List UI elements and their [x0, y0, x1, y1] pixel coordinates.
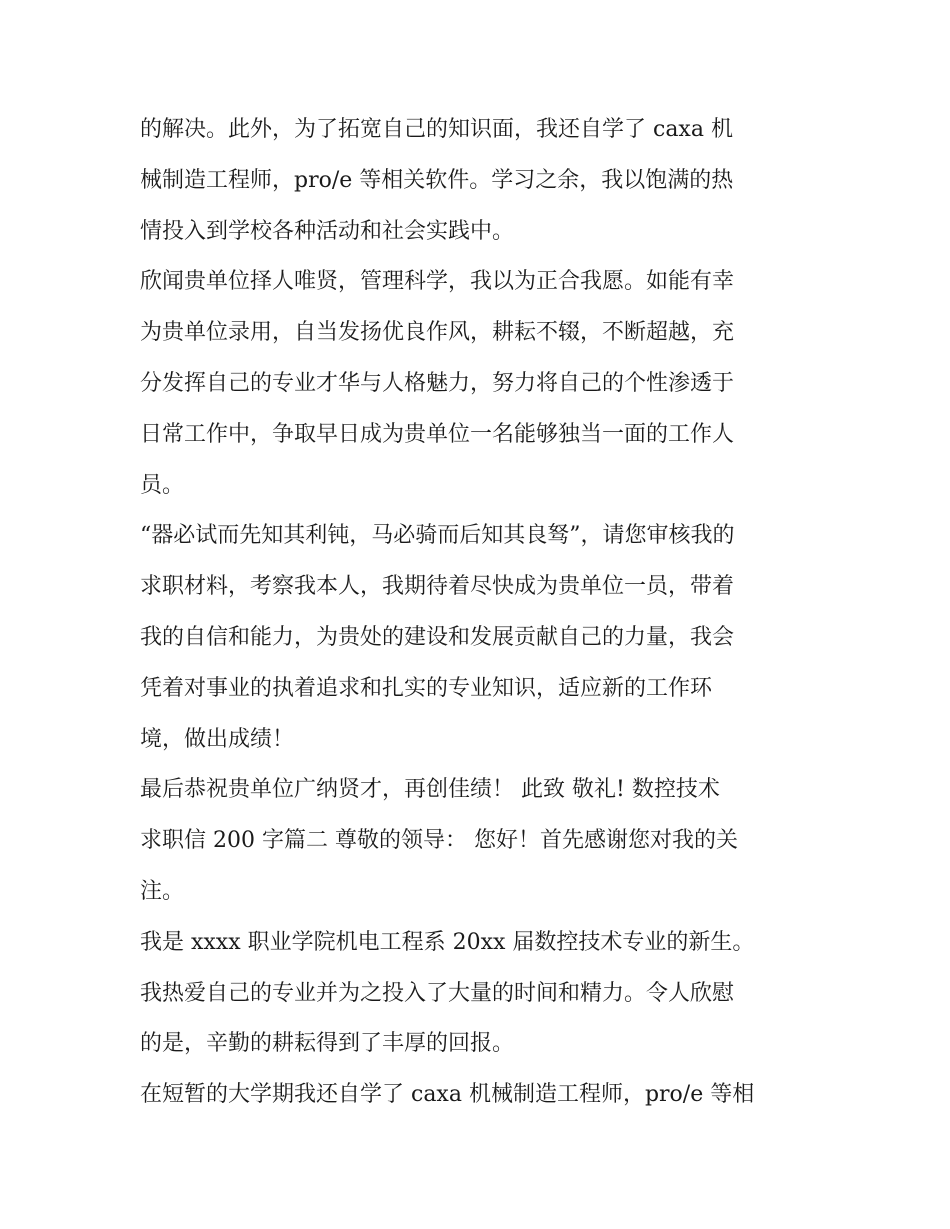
text-line: 的解决。此外，为了拓宽自己的知识面，我还自学了 caxa 机 — [140, 117, 733, 142]
text-line: 员。 — [140, 472, 185, 498]
text-line: 分发挥自己的专业才华与人格魅力，努力将自己的个性渗透于 — [140, 370, 735, 396]
text-line: 我热爱自己的专业并为之投入了大量的时间和精力。令人欣慰 — [140, 980, 735, 1006]
text-line: 日常工作中，争取早日成为贵单位一名能够独当一面的工作人 — [140, 421, 735, 447]
text-line: 在短暂的大学期我还自学了 caxa 机械制造工程师，pro/e 等相 — [140, 1082, 755, 1108]
text-line: 械制造工程师，pro/e 等相关软件。学习之余，我以饱满的热 — [140, 167, 734, 193]
document-body — [140, 105, 820, 1121]
text-line: 情投入到学校各种活动和社会实践中。 — [140, 218, 515, 244]
text-line: 欣闻贵单位择人唯贤，管理科学，我以为正合我愿。如能有幸 — [140, 269, 735, 295]
text-line: 我是 xxxx 职业学院机电工程系 20xx 届数控技术专业的新生。 — [140, 929, 755, 955]
text-line: 我的自信和能力，为贵处的建设和发展贡献自己的力量，我会 — [140, 624, 735, 650]
text-line: “器必试而先知其利钝，马必骑而后知其良驽”，请您审核我的 — [140, 523, 735, 549]
text-line: 求职材料，考察我本人，我期待着尽快成为贵单位一员，带着 — [140, 574, 735, 600]
text-line: 求职信 200 字篇二 尊敬的领导： 您好！首先感谢您对我的关 — [140, 828, 738, 854]
text-line: 的是，辛勤的耕耘得到了丰厚的回报。 — [140, 1031, 515, 1057]
text-line: 为贵单位录用，自当发扬优良作风，耕耘不辍，不断超越，充 — [140, 320, 735, 346]
text-line: 最后恭祝贵单位广纳贤才，再创佳绩！ 此致 敬礼! 数控技术 — [140, 777, 720, 803]
text-line: 境，做出成绩！ — [140, 726, 295, 752]
text-line: 注。 — [140, 878, 185, 904]
text-line: 凭着对事业的执着追求和扎实的专业知识，适应新的工作环 — [140, 675, 713, 701]
